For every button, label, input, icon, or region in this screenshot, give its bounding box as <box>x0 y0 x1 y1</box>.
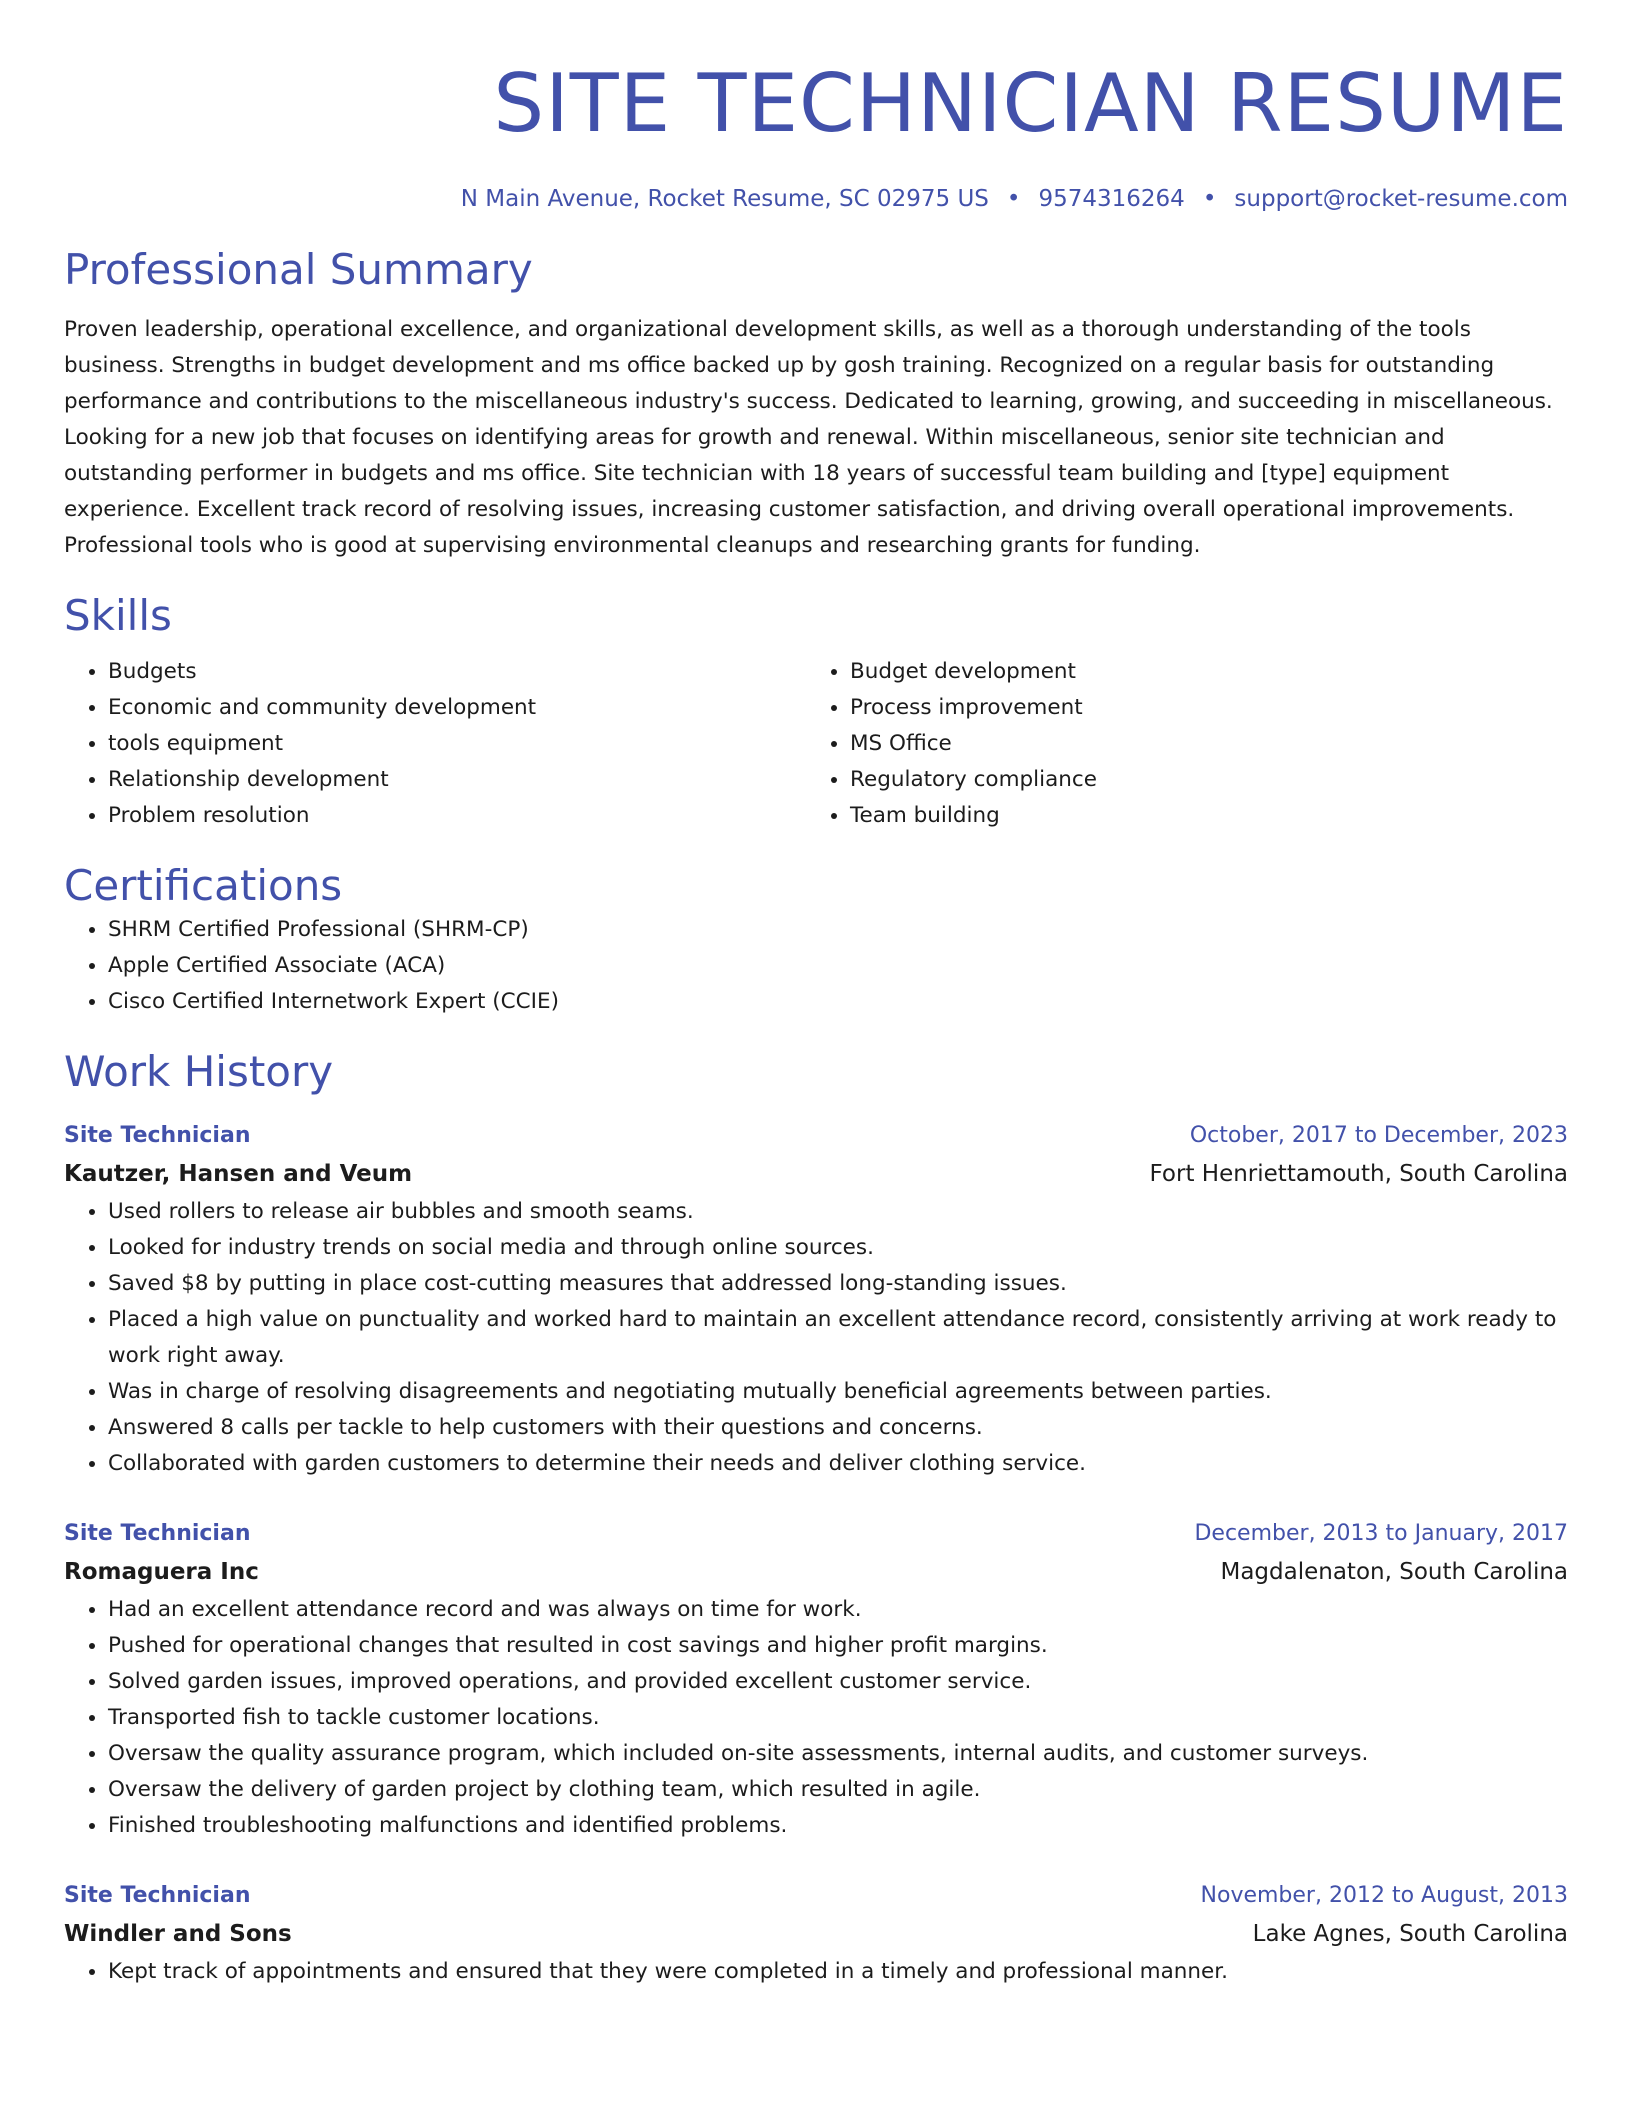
job-header-row <box>64 1118 1568 1154</box>
job-bullet: • Collaborated with garden customers to determine their needs and deliver clothing service. <box>108 1446 1568 1482</box>
certification-item: • Cisco Certified Internetwork Expert (CCIE) <box>108 984 1568 1020</box>
job-header-row <box>64 1516 1568 1552</box>
resume-title: SITE TECHNICIAN RESUME <box>493 57 1568 150</box>
job-bullet: • Transported fish to tackle customer locations. <box>108 1700 1568 1736</box>
contact-separator: • <box>1006 186 1021 212</box>
job-location: Fort Henriettamouth, South Carolina <box>1149 1161 1568 1187</box>
skill-item: • Regulatory compliance <box>850 762 1548 798</box>
job-title: Site Technician <box>64 1883 251 1908</box>
job-company: Romaguera Inc <box>64 1559 259 1585</box>
job-title: Site Technician <box>64 1123 251 1148</box>
job-header-row <box>64 1878 1568 1914</box>
job-bullet: • Kept track of appointments and ensured that they were completed in a timely and professional manner. <box>108 1954 1568 1990</box>
resume-header <box>64 0 1568 214</box>
summary-heading: Professional Summary <box>64 245 533 294</box>
skill-item: • Process improvement <box>850 690 1548 726</box>
job-bullet: • Answered 8 calls per tackle to help customers with their questions and concerns. <box>108 1410 1568 1446</box>
job-bullet: • Was in charge of resolving disagreements and negotiating mutually beneficial agreements between parties. <box>108 1374 1568 1410</box>
job-bullets <box>64 1194 1568 1482</box>
skills-column-right <box>806 654 1548 834</box>
certification-item: • SHRM Certified Professional (SHRM-CP) <box>108 912 1568 948</box>
job-location: Magdalenaton, South Carolina <box>1220 1559 1568 1585</box>
job-company-row <box>64 1552 1568 1592</box>
job-bullet: • Placed a high value on punctuality and worked hard to maintain an excellent attendance record, consistently arriving at work ready to work right away. <box>108 1302 1568 1374</box>
summary-text: Proven leadership, operational excellence, and organizational development skills, as well as a thorough understanding of the tools business. Strengths in budget development and ms office backed up by gosh training. Recognized on a regular basis for outstanding performance and contributions to the miscellaneous industry's success. Dedicated to learning, growing, and succeeding in miscellaneous. Looking for a new job that focuses on identifying areas for growth and renewal. Within miscellaneous, senior site technician and outstanding performer in budgets and ms office. Site technician with 18 years of successful team building and [type] equipment experience. Excellent track record of resolving issues, increasing customer satisfaction, and driving overall operational improvements. Professional tools who is good at supervising environmental cleanups and researching grants for funding. <box>64 317 1553 558</box>
certification-item: • Apple Certified Associate (ACA) <box>108 948 1568 984</box>
work-history-heading: Work History <box>64 1047 334 1096</box>
certifications-list <box>64 912 1568 1020</box>
skill-item: • Problem resolution <box>108 798 806 834</box>
certifications-heading: Certifications <box>64 861 343 910</box>
contact-phone: 9574316264 <box>1038 186 1185 212</box>
skills-list-right <box>806 654 1548 834</box>
job-bullet: • Oversaw the quality assurance program, which included on-site assessments, internal audits, and customer surveys. <box>108 1736 1568 1772</box>
contact-email: support@rocket-resume.com <box>1234 186 1568 212</box>
job-dates: December, 2013 to January, 2017 <box>1194 1521 1568 1546</box>
job-bullet: • Oversaw the delivery of garden project by clothing team, which resulted in agile. <box>108 1772 1568 1808</box>
job-bullet: • Saved $8 by putting in place cost-cutting measures that addressed long-standing issues. <box>108 1266 1568 1302</box>
contact-address: N Main Avenue, Rocket Resume, SC 02975 US <box>460 186 989 212</box>
job-entry <box>64 1118 1568 1482</box>
job-dates: October, 2017 to December, 2023 <box>1189 1123 1568 1148</box>
job-bullet: • Used rollers to release air bubbles and smooth seams. <box>108 1194 1568 1230</box>
skill-item: • Budgets <box>108 654 806 690</box>
skill-item: • Budget development <box>850 654 1548 690</box>
job-dates: November, 2012 to August, 2013 <box>1200 1883 1568 1908</box>
job-bullets <box>64 1592 1568 1844</box>
skill-item: • MS Office <box>850 726 1548 762</box>
job-bullet: • Had an excellent attendance record and was always on time for work. <box>108 1592 1568 1628</box>
job-company-row <box>64 1154 1568 1194</box>
job-bullet: • Pushed for operational changes that resulted in cost savings and higher profit margins. <box>108 1628 1568 1664</box>
skill-item: • Economic and community development <box>108 690 806 726</box>
job-company: Kautzer, Hansen and Veum <box>64 1161 413 1187</box>
skills-column-left <box>64 654 806 834</box>
contact-separator: • <box>1202 186 1217 212</box>
job-entry <box>64 1878 1568 1990</box>
job-bullet: • Looked for industry trends on social media and through online sources. <box>108 1230 1568 1266</box>
skill-item: • Team building <box>850 798 1548 834</box>
job-bullets <box>64 1954 1568 1990</box>
skill-item: • tools equipment <box>108 726 806 762</box>
skills-grid <box>64 654 1568 834</box>
skills-list-left <box>64 654 806 834</box>
job-bullet: • Solved garden issues, improved operations, and provided excellent customer service. <box>108 1664 1568 1700</box>
job-location: Lake Agnes, South Carolina <box>1252 1921 1568 1947</box>
skills-heading: Skills <box>64 591 172 640</box>
job-entry <box>64 1516 1568 1844</box>
job-company-row <box>64 1914 1568 1954</box>
skill-item: • Relationship development <box>108 762 806 798</box>
job-company: Windler and Sons <box>64 1921 292 1947</box>
job-title: Site Technician <box>64 1521 251 1546</box>
job-bullet: • Finished troubleshooting malfunctions and identified problems. <box>108 1808 1568 1844</box>
contact-line <box>64 184 1568 214</box>
